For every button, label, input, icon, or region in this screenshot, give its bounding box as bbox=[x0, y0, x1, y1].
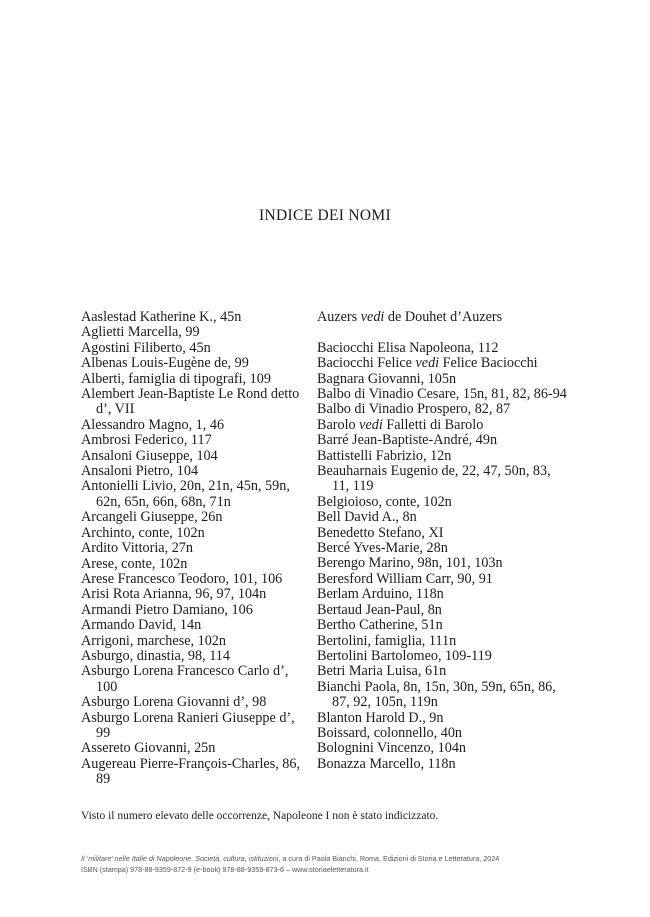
index-entry: Aglietti Marcella, 99 bbox=[81, 324, 200, 341]
index-entry bbox=[317, 310, 569, 325]
entry-text: Barolo bbox=[317, 416, 360, 433]
index-entry bbox=[317, 510, 569, 525]
index-footnote: Visto il numero elevato delle occorrenze, Napoleone I non è stato indicizzato. bbox=[81, 810, 439, 822]
entry-text: Battistelli Fabrizio, 12n bbox=[317, 447, 452, 464]
index-entry bbox=[317, 356, 569, 371]
colophon-book-title: Il ‘militare’ nelle Italie di Napoleone. Società, cultura, istituzioni bbox=[81, 854, 279, 863]
index-entry: Aaslestad Katherine K., 45n bbox=[81, 309, 242, 325]
entry-text: Bagnara Giovanni, 105n bbox=[317, 370, 457, 387]
index-entry bbox=[317, 726, 569, 741]
index-entry bbox=[317, 402, 569, 417]
colophon bbox=[81, 853, 561, 875]
index-entry bbox=[317, 387, 569, 402]
entry-text: Bertaud Jean-Paul, 8n bbox=[317, 601, 442, 618]
index-entry bbox=[317, 664, 569, 679]
entry-text: Blanton Harold D., 9n bbox=[317, 709, 444, 726]
index-entry: Alessandro Magno, 1, 46 bbox=[81, 416, 225, 433]
index-entry bbox=[317, 526, 569, 541]
index-entry: Arisi Rota Arianna, 96, 97, 104n bbox=[81, 586, 267, 603]
entry-text: Auzers bbox=[317, 309, 361, 325]
index-entry: Archinto, conte, 102n bbox=[81, 524, 205, 541]
entry-text: Balbo di Vinadio Cesare, 15n, 81, 82, 86-94 bbox=[317, 386, 567, 403]
entry-text: Baciocchi Felice bbox=[317, 355, 416, 372]
index-entry: Asburgo Lorena Francesco Carlo d’, 100 bbox=[81, 663, 289, 695]
colophon-publisher: , a cura di Paola Bianchi, Roma, Edizioni di Storia e Letteratura, 2024 bbox=[278, 854, 500, 863]
index-entry: Arese, conte, 102n bbox=[81, 555, 188, 572]
index-entry: Armando David, 14n bbox=[81, 617, 202, 634]
index-entry: Albenas Louis-Eugène de, 99 bbox=[81, 355, 249, 372]
index-column-left bbox=[81, 310, 303, 788]
index-entry bbox=[317, 449, 569, 464]
entry-text: Berengo Marino, 98n, 101, 103n bbox=[317, 555, 503, 572]
entry-text: Bertolini Bartolomeo, 109-119 bbox=[317, 647, 492, 664]
index-entry bbox=[317, 603, 569, 618]
cross-reference-vedi: vedi bbox=[360, 309, 385, 325]
index-entry bbox=[317, 495, 569, 510]
entry-text: Baciocchi Elisa Napoleona, 112 bbox=[317, 339, 499, 356]
entry-text: Bertolini, famiglia, 111n bbox=[317, 632, 457, 649]
cross-reference-vedi: vedi bbox=[415, 355, 440, 372]
index-entry bbox=[317, 372, 569, 387]
entry-text: Barré Jean-Baptiste-André, 49n bbox=[317, 432, 498, 449]
index-letter-gap bbox=[317, 325, 569, 340]
index-entry: Arcangeli Giuseppe, 26n bbox=[81, 509, 223, 526]
index-entry: Antonielli Livio, 20n, 21n, 45n, 59n, 62n, 65n, 66n, 68n, 71n bbox=[81, 478, 290, 510]
entry-text: Bolognini Vincenzo, 104n bbox=[317, 740, 467, 757]
index-entry bbox=[317, 541, 569, 556]
index-entry bbox=[317, 680, 569, 711]
index-entry: Alberti, famiglia di tipografi, 109 bbox=[81, 370, 271, 387]
entry-text: Benedetto Stefano, XI bbox=[317, 524, 444, 541]
index-entry bbox=[317, 757, 569, 772]
index-entry: Armandi Pietro Damiano, 106 bbox=[81, 601, 253, 618]
index-entry: Ambrosi Federico, 117 bbox=[81, 432, 212, 449]
entry-text: Bercé Yves-Marie, 28n bbox=[317, 540, 448, 557]
index-entry bbox=[317, 587, 569, 602]
index-entry: Ansaloni Pietro, 104 bbox=[81, 463, 199, 480]
index-entry: Agostini Filiberto, 45n bbox=[81, 339, 211, 356]
entry-text: Beresford William Carr, 90, 91 bbox=[317, 570, 493, 587]
index-entry bbox=[317, 711, 569, 726]
entry-text: Bonazza Marcello, 118n bbox=[317, 755, 456, 772]
index-entry bbox=[317, 618, 569, 633]
index-column-right bbox=[317, 310, 569, 772]
page-title: INDICE DEI NOMI bbox=[259, 207, 391, 224]
index-entry: Ansaloni Giuseppe, 104 bbox=[81, 447, 218, 464]
entry-text-target: Felice Baciocchi bbox=[439, 355, 538, 372]
index-entry bbox=[317, 634, 569, 649]
index-entry: Asburgo Lorena Ranieri Giuseppe d’, 99 bbox=[81, 709, 295, 741]
index-entry: Arese Francesco Teodoro, 101, 106 bbox=[81, 570, 283, 587]
colophon-line-2: ISBN (stampa) 978-88-9359-872-9 (e-book) 978-88-9359-873-6 – www.storiaeletteratura.it bbox=[81, 865, 369, 874]
index-entry: Assereto Giovanni, 25n bbox=[81, 740, 216, 757]
index-entry bbox=[317, 433, 569, 448]
entry-text: Bianchi Paola, 8n, 15n, 30n, 59n, 65n, 86, 87, 92, 105n, 119n bbox=[317, 678, 556, 711]
index-entry bbox=[317, 556, 569, 571]
entry-text-target: Falletti di Barolo bbox=[382, 416, 484, 433]
index-entry bbox=[317, 572, 569, 587]
entry-text: Beauharnais Eugenio de, 22, 47, 50n, 83, 11, 119 bbox=[317, 463, 551, 495]
entry-text: Boissard, colonnello, 40n bbox=[317, 724, 463, 741]
entry-text: Bell David A., 8n bbox=[317, 509, 417, 526]
index-entry: Alembert Jean-Baptiste Le Rond detto d’, VII bbox=[81, 386, 300, 418]
entry-text: Berlam Arduino, 118n bbox=[317, 586, 444, 603]
entry-text: Bertho Catherine, 51n bbox=[317, 617, 443, 634]
index-entry bbox=[317, 341, 569, 356]
index-entry: Asburgo, dinastia, 98, 114 bbox=[81, 647, 230, 664]
index-entry: Asburgo Lorena Giovanni d’, 98 bbox=[81, 694, 267, 711]
entry-text: Betri Maria Luisa, 61n bbox=[317, 663, 447, 680]
index-entry: Arrigoni, marchese, 102n bbox=[81, 632, 226, 649]
index-entry: Ardito Vittoria, 27n bbox=[81, 540, 193, 557]
entry-text: Balbo di Vinadio Prospero, 82, 87 bbox=[317, 401, 511, 418]
entry-text-target: de Douhet d’Auzers bbox=[384, 309, 503, 325]
index-entry bbox=[317, 649, 569, 664]
colophon-line-1 bbox=[81, 853, 561, 864]
index-entry: Augereau Pierre-François-Charles, 86, 89 bbox=[81, 755, 301, 788]
cross-reference-vedi: vedi bbox=[359, 416, 383, 433]
entry-text: Belgioioso, conte, 102n bbox=[317, 493, 452, 510]
index-entry bbox=[317, 464, 569, 495]
index-entry bbox=[317, 418, 569, 433]
index-entry bbox=[317, 741, 569, 756]
